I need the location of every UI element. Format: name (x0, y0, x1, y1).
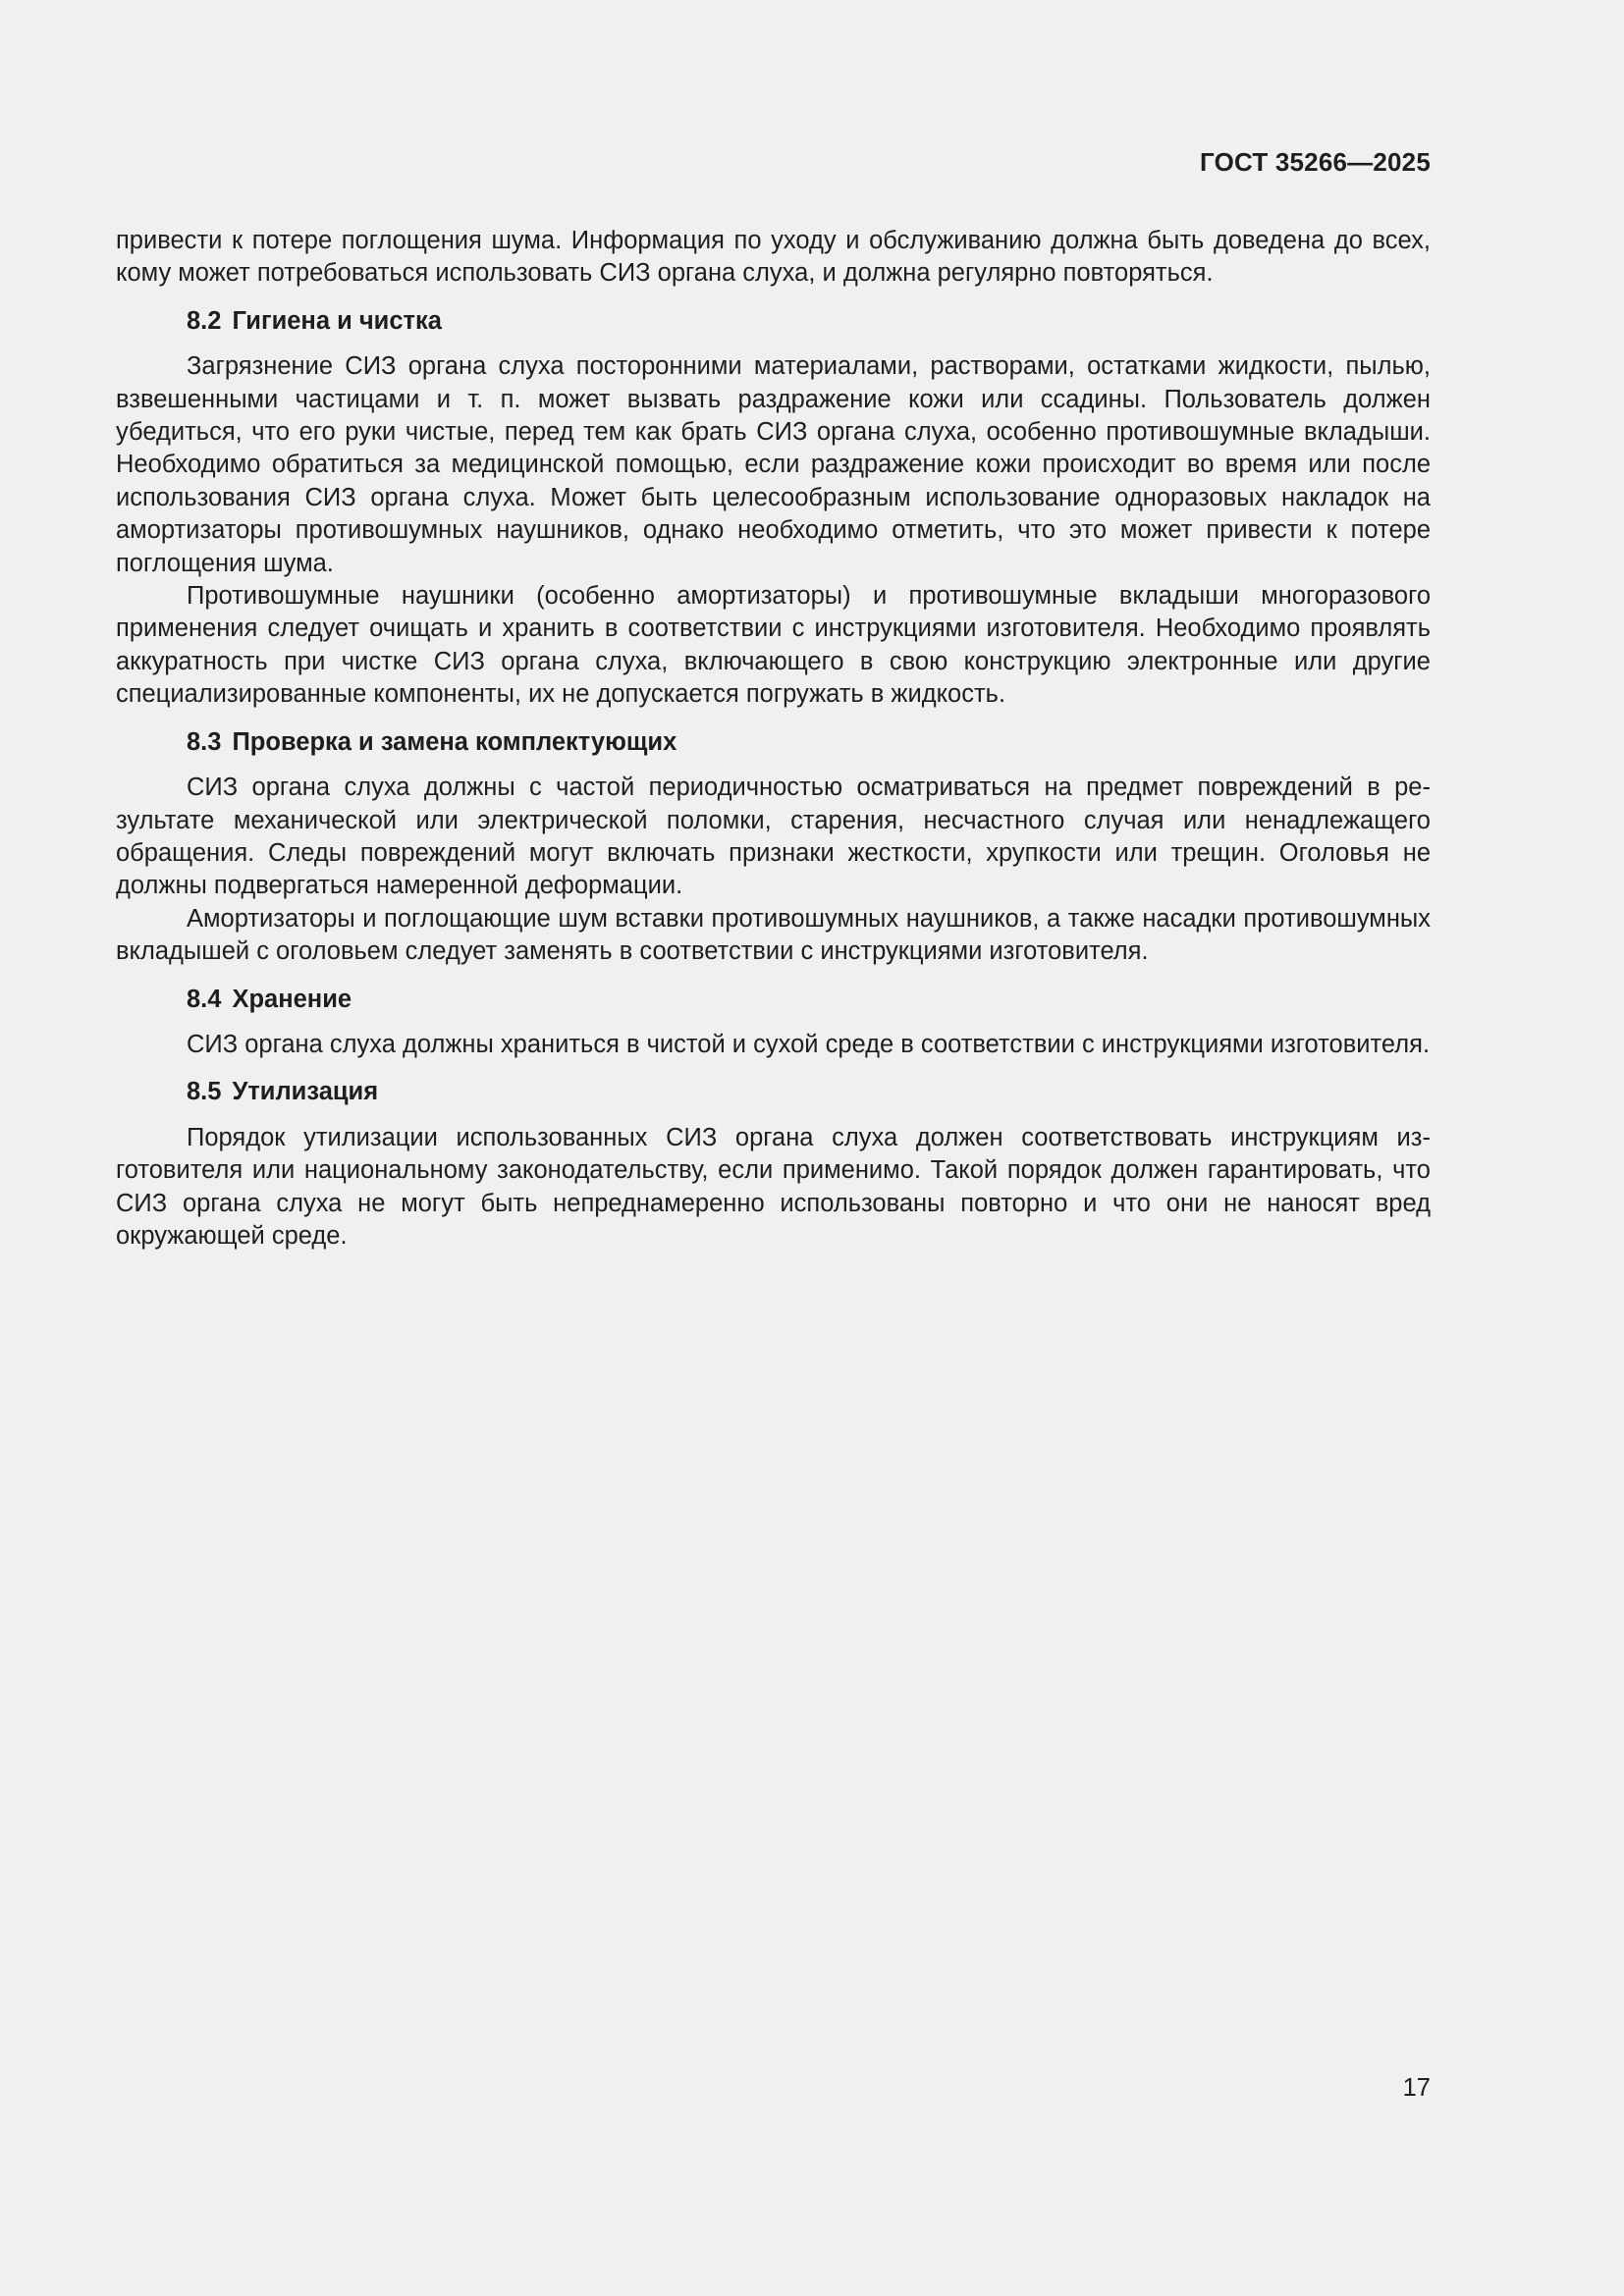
section-heading (116, 726, 1431, 759)
section-heading (116, 1076, 1431, 1108)
section-paragraph: СИЗ органа слуха должны храниться в чистой и сухой среде в соответствии с инструкциями изготовителя. (187, 1030, 1431, 1058)
standard-code-header: ГОСТ 35266—2025 (1200, 147, 1431, 177)
section-number: 8.4 (187, 985, 222, 1013)
section-paragraph: Загрязнение СИЗ органа слуха посторонними материалами, растворами, остатками жидкости, пылью, взвешенными частицами и т. п. может вызвать раздражение кожи или ссадины. Пользователь должен убедиться, что его руки чистые, перед тем как брать СИЗ органа слуха, особенно противошумные вкладыши. Необходимо обратиться за медицинской помощью, если раздражение кожи происходит во время или после использования СИЗ органа слуха. Может быть целесообразным использование одноразовых накладок на амортизаторы противошумных наушников, однако необходимо отметить, что это может привести к потере поглощения шума. (116, 352, 1431, 577)
document-body (116, 225, 1431, 1253)
section-heading (116, 305, 1431, 338)
section-paragraph: Противошумные наушники (особенно амортизаторы) и противошумные вкладыши многоразового применения следует очищать и хранить в соответствии с инструкциями изготовителя. Необходимо проявлять аккуратность при чистке СИЗ органа слуха, включающего в свою конструкцию электронные или другие специализированные компоненты, их не допускается погружать в жидкость. (116, 582, 1431, 709)
section-paragraph: СИЗ органа слуха должны с частой периодичностью осматриваться на предмет повреждений в результате механической или электрической поломки, старения, несчастного случая или ненадлежащего обращения. Следы повреждений могут включать признаки жесткости, хрупкости или трещин. Оголовья не должны подвергаться намеренной деформации. (116, 774, 1431, 900)
section-number: 8.5 (187, 1078, 222, 1106)
page-number: 17 (1402, 2074, 1431, 2102)
section-paragraph: Порядок утилизации использованных СИЗ органа слуха должен соответствовать инструкциям изготовителя или национальному законодательству, если применимо. Такой порядок должен гарантировать, что СИЗ органа слуха не могут быть непреднамеренно использованы повторно и что они не наносят вред окружающей среде. (116, 1123, 1431, 1250)
section-8-3 (116, 726, 1431, 969)
intro-paragraph: привести к потере поглощения шума. Информация по уходу и обслуживанию должна быть доведена до всех, кому может потребоваться использовать СИЗ органа слуха, и должна регулярно повторяться. (116, 227, 1431, 288)
section-paragraph: Амортизаторы и поглощающие шум вставки противошумных наушников, а также насадки противошумных вкладышей с оголовьем следует заменять в соответствии с инструкциями изготовителя. (116, 904, 1431, 966)
section-title: Гигиена и чистка (232, 306, 442, 335)
section-8-2 (116, 305, 1431, 712)
section-title: Хранение (232, 985, 352, 1013)
section-8-5 (116, 1076, 1431, 1253)
section-8-4 (116, 984, 1431, 1062)
section-title: Утилизация (232, 1078, 379, 1106)
section-number: 8.2 (187, 306, 222, 335)
section-title: Проверка и замена комплектующих (232, 727, 677, 756)
section-number: 8.3 (187, 727, 222, 756)
section-heading (116, 984, 1431, 1016)
